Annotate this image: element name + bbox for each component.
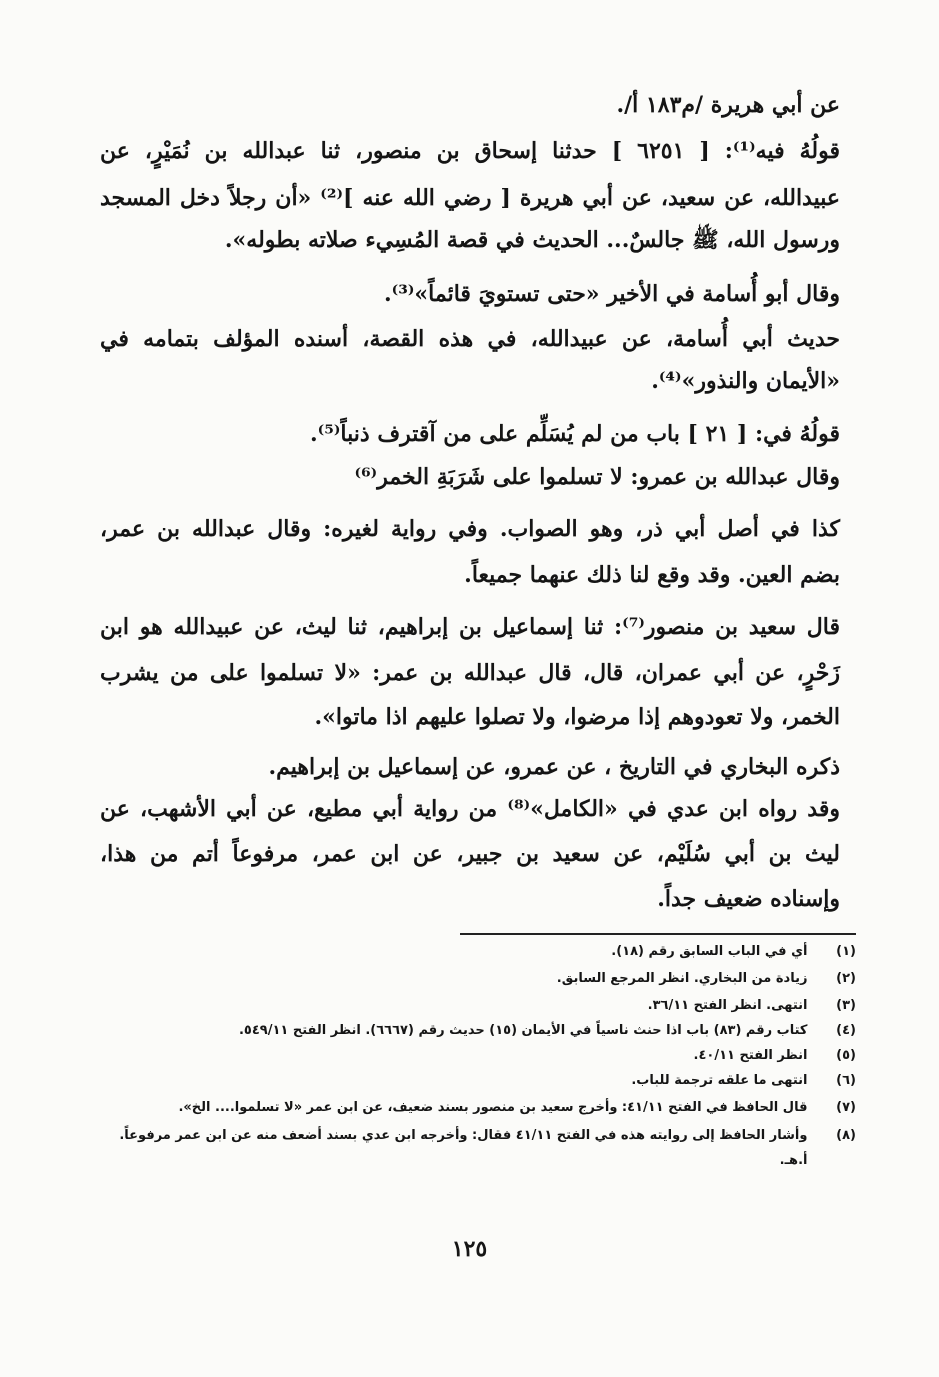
footnote-text: انظر الفتح ٤٠/١١. (693, 1048, 808, 1063)
text-line: قال سعيد بن منصور⁽⁷⁾: ثنا إسماعيل بن إبراهيم، ثنا ليث، عن عبيدالله هو ابن (100, 614, 840, 640)
footnote (116, 1152, 856, 1170)
text-line: عن أبي هريرة /م١٨٣ أ/. (616, 92, 840, 118)
text-line: الخمر، ولا تعودوهم إذا مرضوا، ولا تصلوا عليهم اذا ماتوا». (314, 704, 840, 730)
footnote-text: وأشار الحافظ إلى روايته هذه في الفتح ٤١/١١ فقال: وأخرجه ابن عدي بسند أضعف منه عن ابن عمر مرفوعاً. (119, 1128, 808, 1143)
text-line: ورسول الله، ﷺ جالسٌ... الحديث في قصة المُسِيء صلاته بطوله». (224, 227, 840, 253)
footnote-text: انتهى. انظر الفتح ٣٦/١١. (647, 998, 808, 1013)
footnote-number: (٦) (836, 1073, 856, 1088)
footnote (116, 1127, 856, 1145)
footnote (116, 997, 856, 1015)
text-line: وقال أبو أُسامة في الأخير «حتى تستويَ قائماً»⁽³⁾. (384, 281, 840, 307)
footnote-text: كتاب رقم (٨٣) باب اذا حنث ناسياً في الأيمان (١٥) حديث رقم (٦٦٦٧). انظر الفتح ٥٤٩/١١. (238, 1023, 808, 1038)
footnote-number: (٥) (836, 1048, 856, 1063)
footnote-text: انتهى ما علقه ترجمة للباب. (631, 1073, 808, 1088)
footnote-number: (٣) (836, 998, 856, 1013)
text-line: كذا في أصل أبي ذر، وهو الصواب. وفي رواية لغيره: وقال عبدالله بن عمر، (100, 516, 840, 542)
text-line: «الأيمان والنذور»⁽⁴⁾. (651, 368, 840, 394)
text-line: قولُهُ فيه⁽¹⁾: [ ٦٢٥١ ] حدثنا إسحاق بن منصور، ثنا عبدالله بن نُمَيْرٍ، عن (100, 138, 841, 164)
footnote-number: (٤) (836, 1023, 856, 1038)
text-line: بضم العين. وقد وقع لنا ذلك عنهما جميعاً. (464, 562, 840, 588)
text-line: ليث بن أبي سُلَيْم، عن سعيد بن جبير، عن ابن عمر، مرفوعاً أتم من هذا، (100, 841, 840, 867)
text-line: وقال عبدالله بن عمرو: لا تسلموا على شَرَبَةِ الخمر⁽⁶⁾ (354, 464, 840, 490)
text-line: قولُهُ في: [ ٢١ ] باب من لم يُسَلِّم على من آقترف ذنباً⁽⁵⁾. (310, 421, 840, 447)
text-line: وقد رواه ابن عدي في «الكامل»⁽⁸⁾ من رواية أبي مطيع، عن أبي الأشهب، عن (100, 796, 840, 822)
text-line: عبيدالله، عن سعيد، عن أبي هريرة [ رضي الله عنه ]⁽²⁾ «أن رجلاً دخل المسجد (100, 185, 841, 211)
footnote-text: أي في الباب السابق رقم (١٨). (611, 944, 808, 959)
footnote (116, 1072, 856, 1090)
footnote-text: أ.هـ. (779, 1153, 808, 1168)
footnote (116, 943, 856, 961)
text-line: وإسناده ضعيف جداً. (657, 886, 840, 912)
footnote (116, 970, 856, 988)
footnote-number: (٨) (836, 1128, 856, 1143)
text-line: زَحْرٍ، عن أبي عمران، قال، قال عبدالله بن عمر: «لا تسلموا على من يشرب (100, 660, 840, 686)
page-number: ١٢٥ (451, 1236, 488, 1262)
footnote-number: (٢) (836, 971, 856, 986)
footnote (116, 1047, 856, 1065)
text-line: حديث أبي أُسامة، عن عبيدالله، في هذه القصة، أسنده المؤلف بتمامه في (100, 326, 840, 352)
footnote-separator (460, 933, 856, 935)
footnote-text: زيادة من البخاري. انظر المرجع السابق. (556, 971, 808, 986)
footnote (116, 1099, 856, 1117)
text-line: ذكره البخاري في التاريخ ، عن عمرو، عن إسماعيل بن إبراهيم. (268, 754, 840, 780)
footnote-number: (٧) (836, 1100, 856, 1115)
footnote (116, 1022, 856, 1040)
footnote-number: (١) (836, 944, 856, 959)
footnote-text: قال الحافظ في الفتح ٤١/١١: وأخرج سعيد بن منصور بسند ضعيف، عن ابن عمر «لا تسلموا.... الخ». (178, 1100, 808, 1115)
